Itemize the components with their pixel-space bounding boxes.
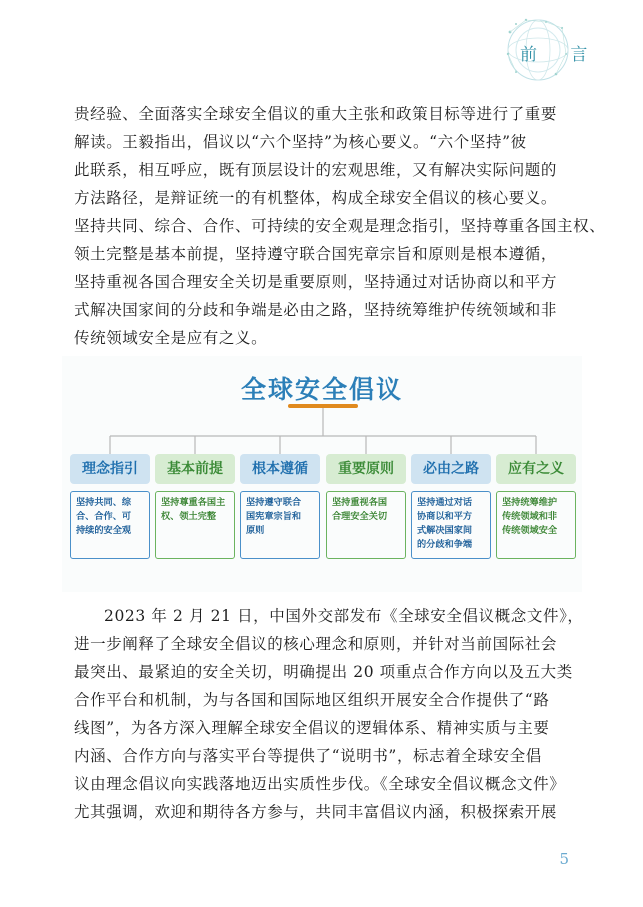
pillar-heading: 基本前提 <box>155 454 235 484</box>
text-line: 领土完整是基本前提，坚持遵守联合国宪章宗旨和原则是根本遵循， <box>74 245 558 263</box>
text-line: 坚持共同、综合、合作、可持续的安全观是理念指引，坚持尊重各国主权、 <box>74 217 606 235</box>
pillar-text-line: 原则 <box>246 525 265 536</box>
text-line: 议由理念倡议向实践落地迈出实质性步伐。《全球安全倡议概念文件》 <box>74 775 566 793</box>
text-line: 最突出、最紧迫的安全关切，明确提出 20 项重点合作方向以及五大类 <box>74 663 573 681</box>
pillar-text-line: 合、合作、可 <box>76 511 132 522</box>
text-line: 方法路径，是辩证统一的有机整体，构成全球安全倡议的核心要义。 <box>74 189 558 207</box>
pillar-heading: 必由之路 <box>411 454 491 484</box>
diagram-title: 全球安全倡议 <box>240 375 403 404</box>
body-paragraph-1 <box>74 100 606 352</box>
pillar-text-line: 式解决国家间 <box>417 525 473 536</box>
pillar-text-line: 坚持遵守联合 <box>246 497 302 508</box>
pillar-heading: 理念指引 <box>70 454 150 484</box>
pillar-heading: 重要原则 <box>326 454 406 484</box>
text-line: 2023 年 2 月 21 日，中国外交部发布《全球安全倡议概念文件》， <box>104 607 584 625</box>
pillar-text-line: 坚持通过对话 <box>417 497 473 508</box>
pillar-text-line: 合理安全关切 <box>332 511 388 522</box>
pillar-5 <box>411 454 491 559</box>
pillar-text-line: 持续的安全观 <box>76 525 132 536</box>
text-line: 此联系，相互呼应，既有顶层设计的宏观思维，又有解决实际问题的 <box>74 161 558 179</box>
pillar-text-line: 传统领域安全 <box>502 525 558 536</box>
pillar-text-line: 协商以和平方 <box>417 511 473 522</box>
pillar-1 <box>70 454 150 559</box>
pillar-4 <box>326 454 406 559</box>
pillar-text-line: 的分歧和争端 <box>417 539 473 550</box>
pillar-description <box>240 491 320 559</box>
text-line: 解读。王毅指出，倡议以“六个坚持”为核心要义。“六个坚持”彼 <box>74 133 527 151</box>
pillar-description <box>411 491 491 559</box>
text-line: 坚持重视各国合理安全关切是重要原则，坚持通过对话协商以和平方 <box>74 273 558 291</box>
pillar-text-line: 权、领土完整 <box>161 511 217 522</box>
text-line: 合作平台和机制，为与各国和国际地区组织开展安全合作提供了“路 <box>74 691 550 709</box>
pillar-2 <box>155 454 235 559</box>
text-line: 进一步阐释了全球安全倡议的核心理念和原则，并针对当前国际社会 <box>74 635 558 653</box>
pillar-description <box>70 491 150 559</box>
text-line: 线图”，为各方深入理解全球安全倡议的逻辑体系、精神实质与主要 <box>74 719 550 737</box>
pillar-text-line: 坚持共同、综 <box>76 497 132 508</box>
section-title: 前 言 <box>520 45 602 65</box>
text-line: 贵经验、全面落实全球安全倡议的重大主张和政策目标等进行了重要 <box>74 105 558 123</box>
pillar-text-line: 国宪章宗旨和 <box>246 511 302 522</box>
initiative-diagram <box>62 356 582 592</box>
text-line: 式解决国家间的分歧和争端是必由之路，坚持统筹维护传统领域和非 <box>74 301 558 319</box>
pillar-description <box>155 491 235 559</box>
pillar-text-line: 坚持统筹维护 <box>502 497 558 508</box>
pillar-heading: 应有之义 <box>496 454 576 484</box>
page-number: 5 <box>559 850 569 868</box>
text-line: 传统领域安全是应有之义。 <box>74 329 268 347</box>
pillar-description <box>326 491 406 559</box>
pillar-text-line: 坚持尊重各国主 <box>161 497 226 508</box>
pillar-3 <box>240 454 320 559</box>
text-line: 内涵、合作方向与落实平台等提供了“说明书”，标志着全球安全倡 <box>74 747 542 765</box>
pillar-description <box>496 491 576 559</box>
pillar-text-line: 传统领域和非 <box>502 511 558 522</box>
body-paragraph-2 <box>74 602 584 826</box>
pillar-6 <box>496 454 576 559</box>
text-line: 尤其强调，欢迎和期待各方参与，共同丰富倡议内涵，积极探索开展 <box>74 803 558 821</box>
pillar-text-line: 坚持重视各国 <box>332 497 388 508</box>
pillar-heading: 根本遵循 <box>240 454 320 484</box>
